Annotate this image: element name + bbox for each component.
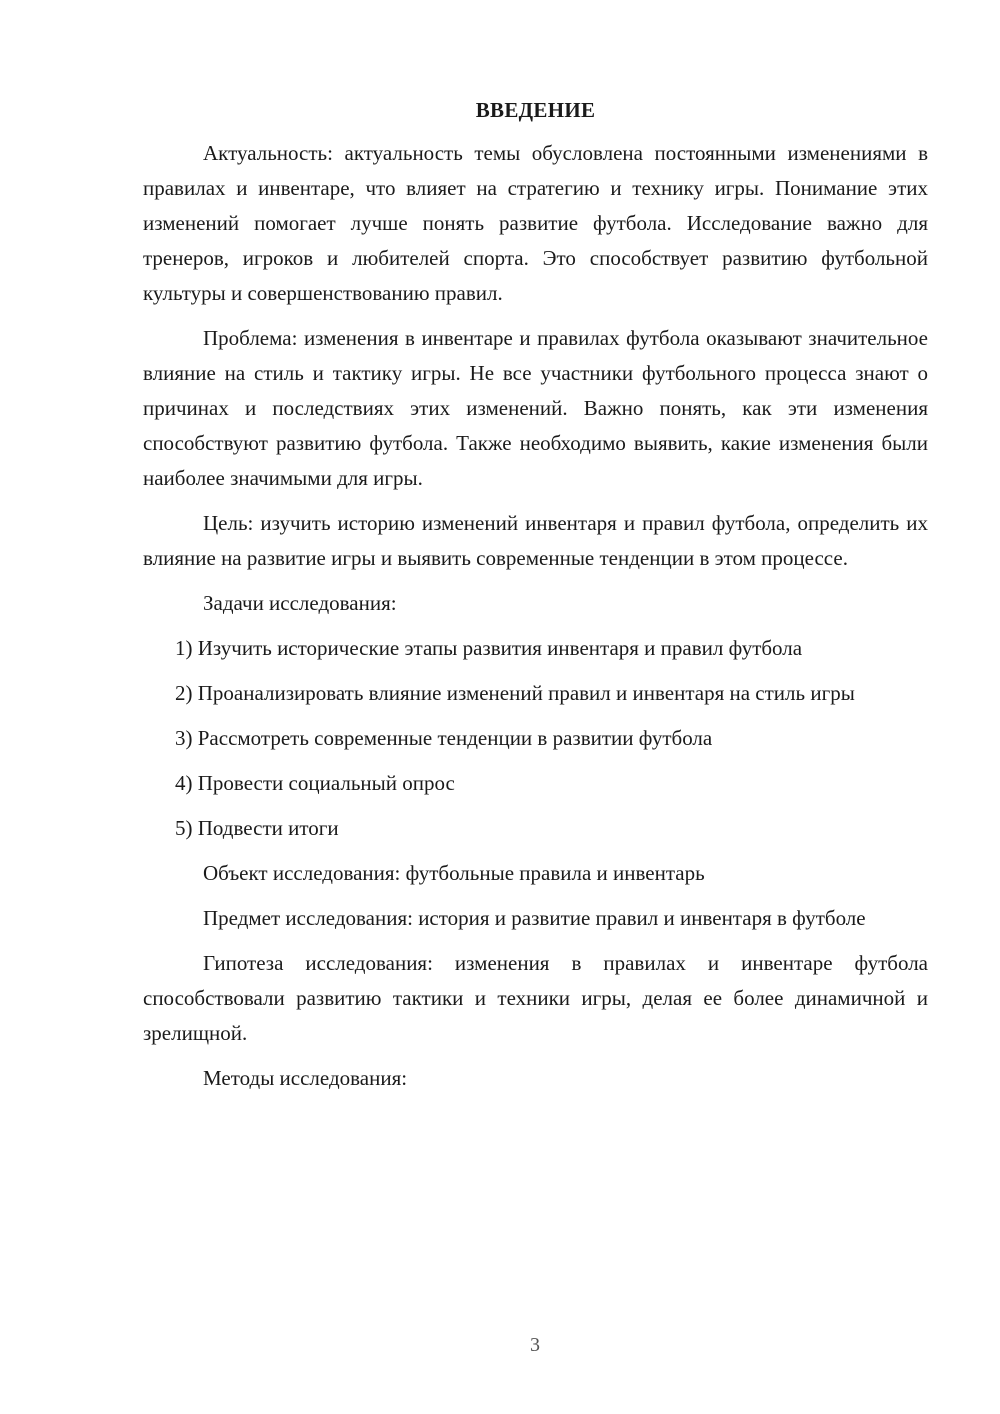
paragraph-object: Объект исследования: футбольные правила и инвентарь	[203, 861, 705, 885]
section-title: ВВЕДЕНИЕ	[475, 98, 596, 122]
paragraph-hypothesis: Гипотеза исследования: изменения в правилах и инвентаре футбола способствовали развитию тактики и техники игры, делая ее более динамичной и зрелищной.	[143, 951, 928, 1045]
document-page	[143, 96, 928, 1106]
paragraph-problem: Проблема: изменения в инвентаре и правилах футбола оказывают значительное влияние на стиль и тактику игры. Не все участники футбольного процесса знают о причинах и последствиях этих изменений. Важно понять, как эти изменения способствуют развитию футбола. Также необходимо выявить, какие изменения были наиболее значимыми для игры.	[143, 326, 928, 490]
paragraph-goal: Цель: изучить историю изменений инвентаря и правил футбола, определить их влияние на развитие игры и выявить современные тенденции в этом процессе.	[143, 511, 928, 570]
task-item: 5) Подвести итоги	[175, 816, 339, 840]
paragraph-subject: Предмет исследования: история и развитие правил и инвентаря в футболе	[203, 906, 866, 930]
task-item: 2) Проанализировать влияние изменений правил и инвентаря на стиль игры	[175, 681, 855, 705]
task-item: 3) Рассмотреть современные тенденции в развитии футбола	[175, 726, 713, 750]
page-number: 3	[530, 1334, 540, 1356]
methods-heading: Методы исследования:	[203, 1066, 408, 1090]
paragraph-relevance: Актуальность: актуальность темы обусловлена постоянными изменениями в правилах и инвентаре, что влияет на стратегию и технику игры. Понимание этих изменений помогает лучше понять развитие футбола. Исследование важно для тренеров, игроков и любителей спорта. Это способствует развитию футбольной культуры и совершенствованию правил.	[143, 141, 928, 305]
task-item: 1) Изучить исторические этапы развития инвентаря и правил футбола	[175, 636, 803, 660]
tasks-heading: Задачи исследования:	[203, 591, 397, 615]
task-item: 4) Провести социальный опрос	[175, 771, 455, 795]
